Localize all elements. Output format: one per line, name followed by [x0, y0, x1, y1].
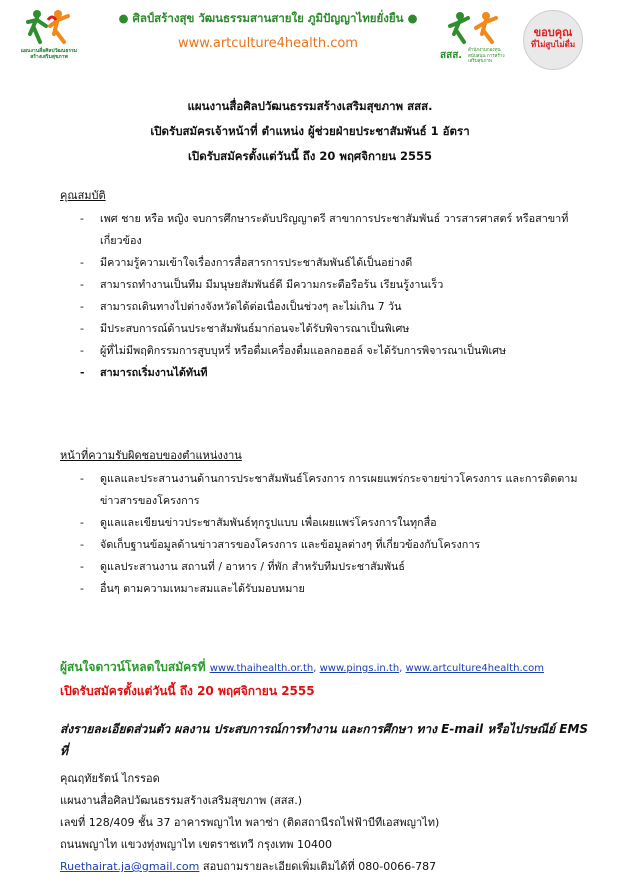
contact-block — [60, 768, 439, 878]
duties-list — [80, 468, 600, 600]
running-figures-icon — [440, 8, 510, 48]
list-item: - มีความรู้ความเข้าใจเรื่องการสื่อสารการประชาสัมพันธ์ได้เป็นอย่างดี — [80, 252, 600, 274]
thaihealth-logo — [440, 8, 510, 68]
send-instructions: ส่งรายละเอียดส่วนตัว ผลงาน ประสบการณ์การทำงาน และการศึกษา ทาง E-mail หรือไปรษณีย์ EMS ที่ — [60, 722, 589, 758]
badge-line1: ขอบคุณ — [533, 26, 573, 39]
artculture-link[interactable]: www.artculture4health.com — [405, 663, 544, 674]
badge-line2: ที่ไม่สูบไม่ดื่ม — [530, 40, 576, 49]
artculture-logo — [20, 8, 78, 68]
download-label: ผู้สนใจดาวน์โหลดใบสมัครที่ — [60, 660, 206, 674]
list-item: - สามารถทำงานเป็นทีม มีมนุษยสัมพันธ์ดี มีความกระตือรือร้น เรียนรู้งานเร็ว — [80, 274, 600, 296]
header-tagline: ● ศิลป์สร้างสุข วัฒนธรรมสานสายใย ภูมิปัญญาไทยยั่งยืน ● — [118, 11, 418, 25]
download-line — [60, 658, 544, 677]
thank-you-badge — [523, 10, 583, 70]
list-item: - สามารถเดินทางไปต่างจังหวัดได้ต่อเนื่องเป็นช่วงๆ ละไม่เกิน 7 วัน — [80, 296, 600, 318]
qualifications-list — [80, 208, 600, 384]
page-title-line1: แผนงานสื่อศิลปวัฒนธรรมสร้างเสริมสุขภาพ สสส. — [187, 99, 433, 113]
page-title-line2: เปิดรับสมัครเจ้าหน้าที่ ตำแหน่ง ผู้ช่วยฝ่ายประชาสัมพันธ์ 1 อัตรา — [150, 124, 470, 138]
list-item: - ดูแลและเขียนข่าวประชาสัมพันธ์ทุกรูปแบบ เพื่อเผยแพร่โครงการในทุกสื่อ — [80, 512, 600, 534]
contact-phone: สอบถามรายละเอียดเพิ่มเติมได้ที่ 080-0066-787 — [202, 860, 437, 873]
list-item: - มีประสบการณ์ด้านประชาสัมพันธ์มาก่อนจะได้รับพิจารณาเป็นพิเศษ — [80, 318, 600, 340]
contact-email-line — [60, 856, 439, 878]
list-item: - ดูแลประสานงาน สถานที่ / อาหาร / ที่พัก สำหรับทีมประชาสัมพันธ์ — [80, 556, 600, 578]
people-figures-icon — [20, 8, 78, 48]
link-separator: , — [399, 663, 406, 674]
header-url[interactable]: www.artculture4health.com — [178, 36, 358, 51]
left-logo-org-name: แผนงานสื่อศิลปวัฒนธรรม สร้างเสริมสุขภาพ — [20, 48, 78, 60]
page-title-line3: เปิดรับสมัครตั้งแต่วันนี้ ถึง 20 พฤศจิกายน 2555 — [188, 149, 432, 163]
qualifications-heading: คุณสมบัติ — [60, 189, 106, 202]
pings-link[interactable]: www.pings.in.th — [319, 663, 400, 674]
page-header — [0, 0, 620, 80]
contact-org: แผนงานสื่อศิลปวัฒนธรรมสร้างเสริมสุขภาพ (สสส.) — [60, 794, 302, 807]
duties-heading: หน้าที่ความรับผิดชอบของตำแหน่งงาน — [60, 449, 242, 462]
link-separator: , — [313, 663, 320, 674]
list-item: - อื่นๆ ตามความเหมาะสมและได้รับมอบหมาย — [80, 578, 600, 600]
sss-logo-subtext: สำนักงานกองทุนสนับสนุน การสร้างเสริมสุขภาพ — [468, 48, 505, 64]
contact-address-line2: ถนนพญาไท แขวงทุ่งพญาไท เขตราชเทวี กรุงเทพ 10400 — [60, 838, 332, 851]
list-item: - ผู้ที่ไม่มีพฤติกรรมการสูบบุหรี่ หรือดื่มเครื่องดื่มแอลกอฮอล์ จะได้รับการพิจารณาเป็นพิเศษ — [80, 340, 600, 362]
application-deadline: เปิดรับสมัครตั้งแต่วันนี้ ถึง 20 พฤศจิกายน 2555 — [60, 684, 315, 698]
list-item: - เพศ ชาย หรือ หญิง จบการศึกษาระดับปริญญาตรี สาขาการประชาสัมพันธ์ วารสารศาสตร์ หรือสาขาที่เกี่ยวข้อง — [80, 208, 600, 252]
list-item: - จัดเก็บฐานข้อมูลด้านข่าวสารของโครงการ และข้อมูลต่างๆ ที่เกี่ยวข้องกับโครงการ — [80, 534, 600, 556]
list-item: - สามารถเริ่มงานได้ทันที — [80, 362, 600, 384]
contact-name: คุณฤทัยรัตน์ ไกรรอด — [60, 772, 160, 785]
contact-address-line1: เลขที่ 128/409 ชั้น 37 อาคารพญาไท พลาซ่า (ติดสถานีรถไฟฟ้าบีทีเอสพญาไท) — [60, 816, 440, 829]
contact-email-link[interactable]: Ruethairat.ja@gmail.com — [60, 860, 200, 873]
sss-logo-text: สสส. — [440, 50, 463, 61]
thaihealth-link[interactable]: www.thaihealth.or.th — [209, 663, 314, 674]
list-item: - ดูแลและประสานงานด้านการประชาสัมพันธ์โครงการ การเผยแพร่กระจายข่าวโครงการ และการติดตามข่าวสารของโครงการ — [80, 468, 600, 512]
